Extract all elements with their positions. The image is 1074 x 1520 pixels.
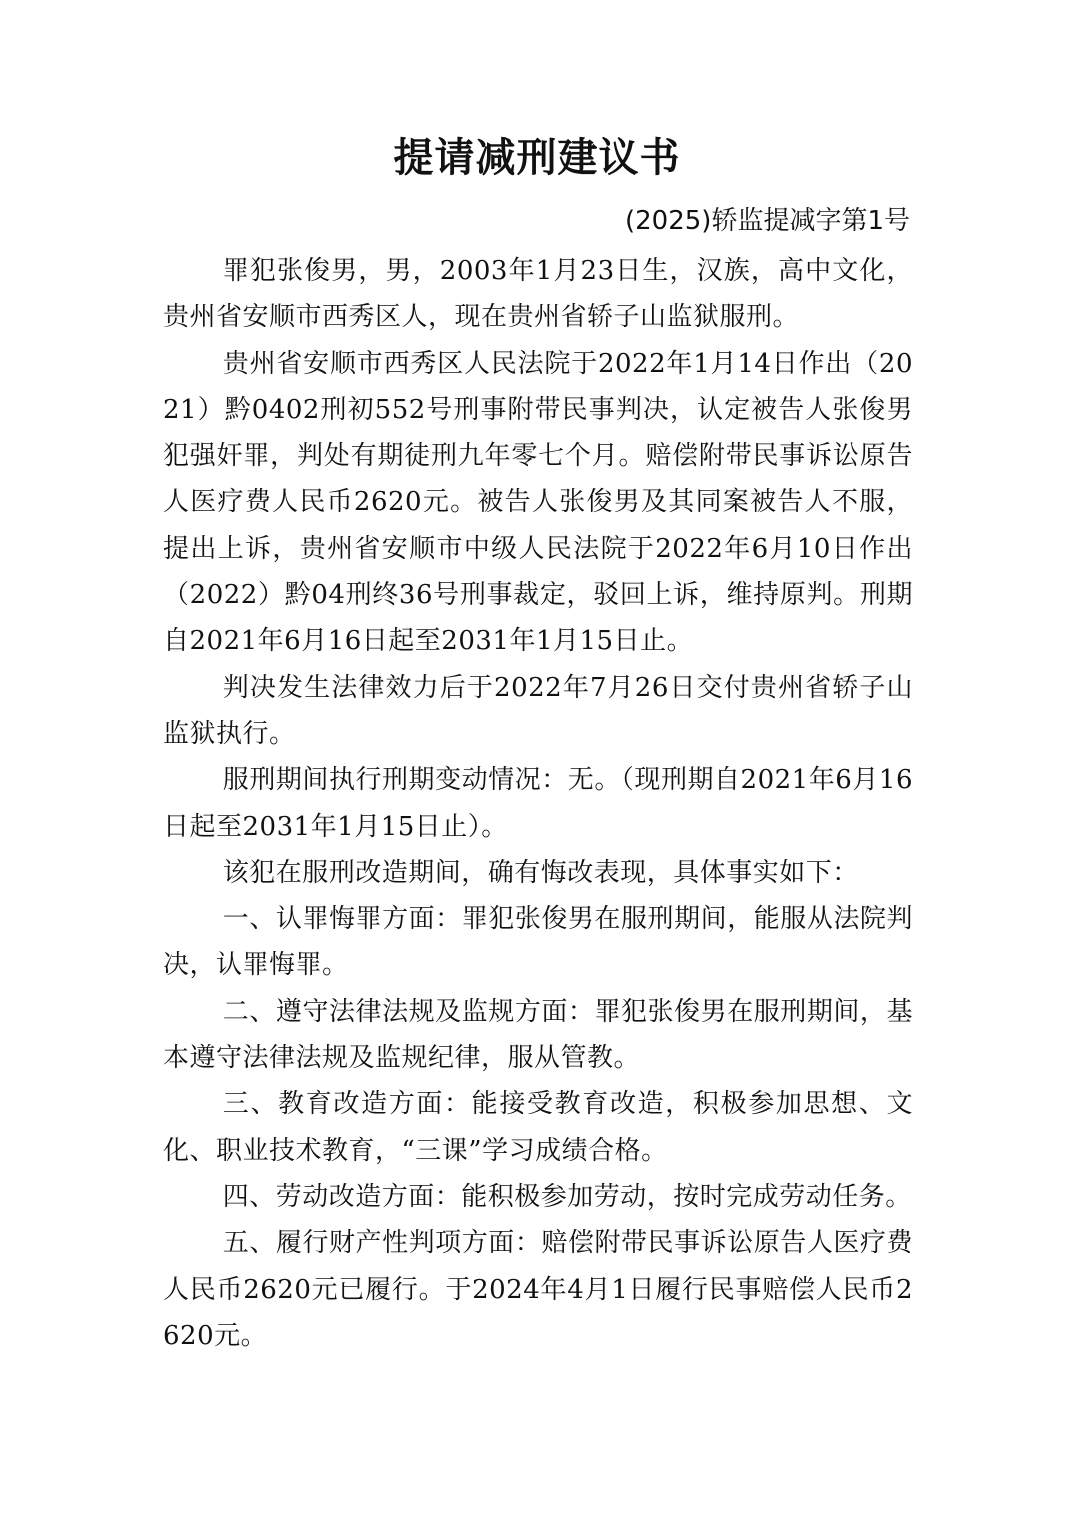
paragraph-judgment: 贵州省安顺市西秀区人民法院于2022年1月14日作出（2021）黔0402刑初552号刑事附带民事判决，认定被告人张俊男犯强奸罪，判处有期徒刑九年零七个月。赔偿附带民事诉讼原告人医疗费人民币2620元。被告人张俊男及其同案被告人不服，提出上诉，贵州省安顺市中级人民法院于2022年6月10日作出（2022）黔04刑终36号刑事裁定，驳回上诉，维持原判。刑期自2021年6月16日起至2031年1月15日止。 [163,348,913,657]
document-number: (2025)轿监提减字第1号 [625,206,910,236]
paragraph-item-5: 五、履行财产性判项方面：赔偿附带民事诉讼原告人医疗费人民币2620元已履行。于2024年4月1日履行民事赔偿人民币2620元。 [163,1228,913,1351]
paragraph-criminal-info: 罪犯张俊男，男，2003年1月23日生，汉族，高中文化，贵州省安顺市西秀区人，现在贵州省轿子山监狱服刑。 [163,256,913,333]
document-body [163,248,913,1359]
paragraph-item-1: 一、认罪悔罪方面：罪犯张俊男在服刑期间，能服从法院判决，认罪悔罪。 [163,904,913,981]
paragraph-item-4: 四、劳动改造方面：能积极参加劳动，按时完成劳动任务。 [222,1181,912,1212]
document-title: 提请减刑建议书 [393,134,681,181]
paragraph-item-3: 三、教育改造方面：能接受教育改造，积极参加思想、文化、职业技术教育，“三课”学习成绩合格。 [163,1089,913,1166]
paragraph-item-2: 二、遵守法律法规及监规方面：罪犯张俊男在服刑期间，基本遵守法律法规及监规纪律，服从管教。 [163,996,913,1074]
paragraph-sentence-change: 服刑期间执行刑期变动情况：无。（现刑期自2021年6月16日起至2031年1月15日止）。 [163,765,913,842]
paragraph-repentance-intro: 该犯在服刑改造期间，确有悔改表现，具体事实如下： [222,857,859,888]
paragraph-execution: 判决发生法律效力后于2022年7月26日交付贵州省轿子山监狱执行。 [163,672,913,749]
